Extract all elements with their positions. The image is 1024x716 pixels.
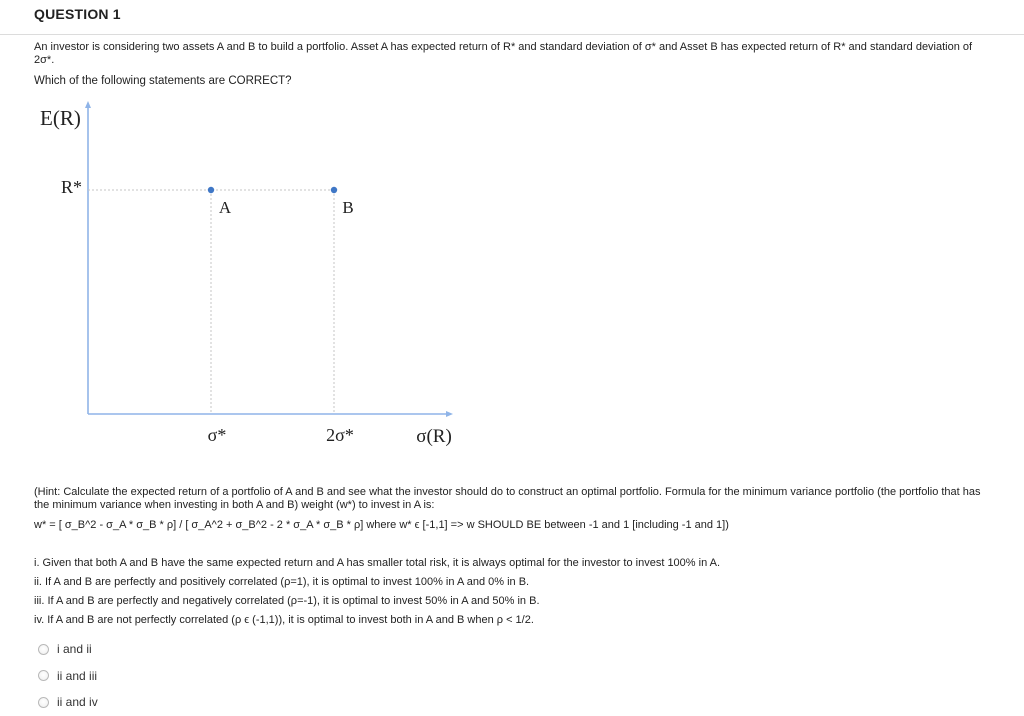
y-tick-label: R* <box>60 177 82 197</box>
x-tick-label: σ* <box>207 425 227 445</box>
y-axis-arrow <box>85 101 91 108</box>
radio-button[interactable] <box>38 670 49 681</box>
point-label-a: A <box>218 198 232 217</box>
chart-labels <box>40 106 452 447</box>
radio-button[interactable] <box>38 697 49 708</box>
radio-button[interactable] <box>38 644 49 655</box>
answer-option[interactable] <box>38 663 98 690</box>
question-prompt: An investor is considering two assets A and B to build a portfolio. Asset A has expected return of R* and standard deviation of σ* and Asset B has expected return of R* and standard deviation of 2σ*. <box>34 41 973 66</box>
hint-formula: w* = [ σ_B^2 - σ_A * σ_B * ρ] / [ σ_A^2 + σ_B^2 - 2 * σ_A * σ_B * ρ] where w* ϵ [-1,1] => w SHOULD BE between -1 and 1 [including -1 and 1]) <box>34 519 729 531</box>
point-a <box>208 187 214 193</box>
y-axis-label: E(R) <box>40 106 81 130</box>
statement-item: i. Given that both A and B have the same expected return and A has smaller total risk, it is always optimal for the investor to invest 100% in A. <box>34 557 721 569</box>
statement-list <box>34 557 720 633</box>
x-axis-label: σ(R) <box>416 426 452 447</box>
answer-options <box>38 636 98 716</box>
risk-return-chart <box>0 90 520 460</box>
question-header <box>0 0 1024 35</box>
answer-option-label: i and ii <box>57 642 92 657</box>
statement-item: ii. If A and B are perfectly and positively correlated (ρ=1), it is optimal to invest 100% in A and 0% in B. <box>34 576 530 588</box>
answer-option-label: ii and iv <box>57 695 98 710</box>
chart-axes <box>85 101 453 417</box>
point-b <box>331 187 337 193</box>
question-instruction: Which of the following statements are CORRECT? <box>34 75 292 87</box>
statement-item: iii. If A and B are perfectly and negatively correlated (ρ=-1), it is optimal to invest 50% in A and 50% in B. <box>34 595 540 607</box>
x-tick-label: 2σ* <box>326 425 354 445</box>
answer-option-label: ii and iii <box>57 668 98 683</box>
question-title: QUESTION 1 <box>34 6 121 22</box>
answer-option[interactable] <box>38 636 98 663</box>
hint-text: (Hint: Calculate the expected return of a portfolio of A and B and see what the investor should do to construct an optimal portfolio. Formula for the minimum variance portfolio (the portfolio that has the minimum variance when investing in both A and B) weight (w*) to invest in A is: <box>34 486 981 511</box>
chart-guide-lines <box>88 190 334 414</box>
point-label-b: B <box>342 198 354 217</box>
x-axis-arrow <box>446 411 453 417</box>
answer-option[interactable] <box>38 689 98 716</box>
statement-item: iv. If A and B are not perfectly correlated (ρ ϵ (-1,1)), it is optimal to invest both in A and B when ρ < 1/2. <box>34 614 534 626</box>
